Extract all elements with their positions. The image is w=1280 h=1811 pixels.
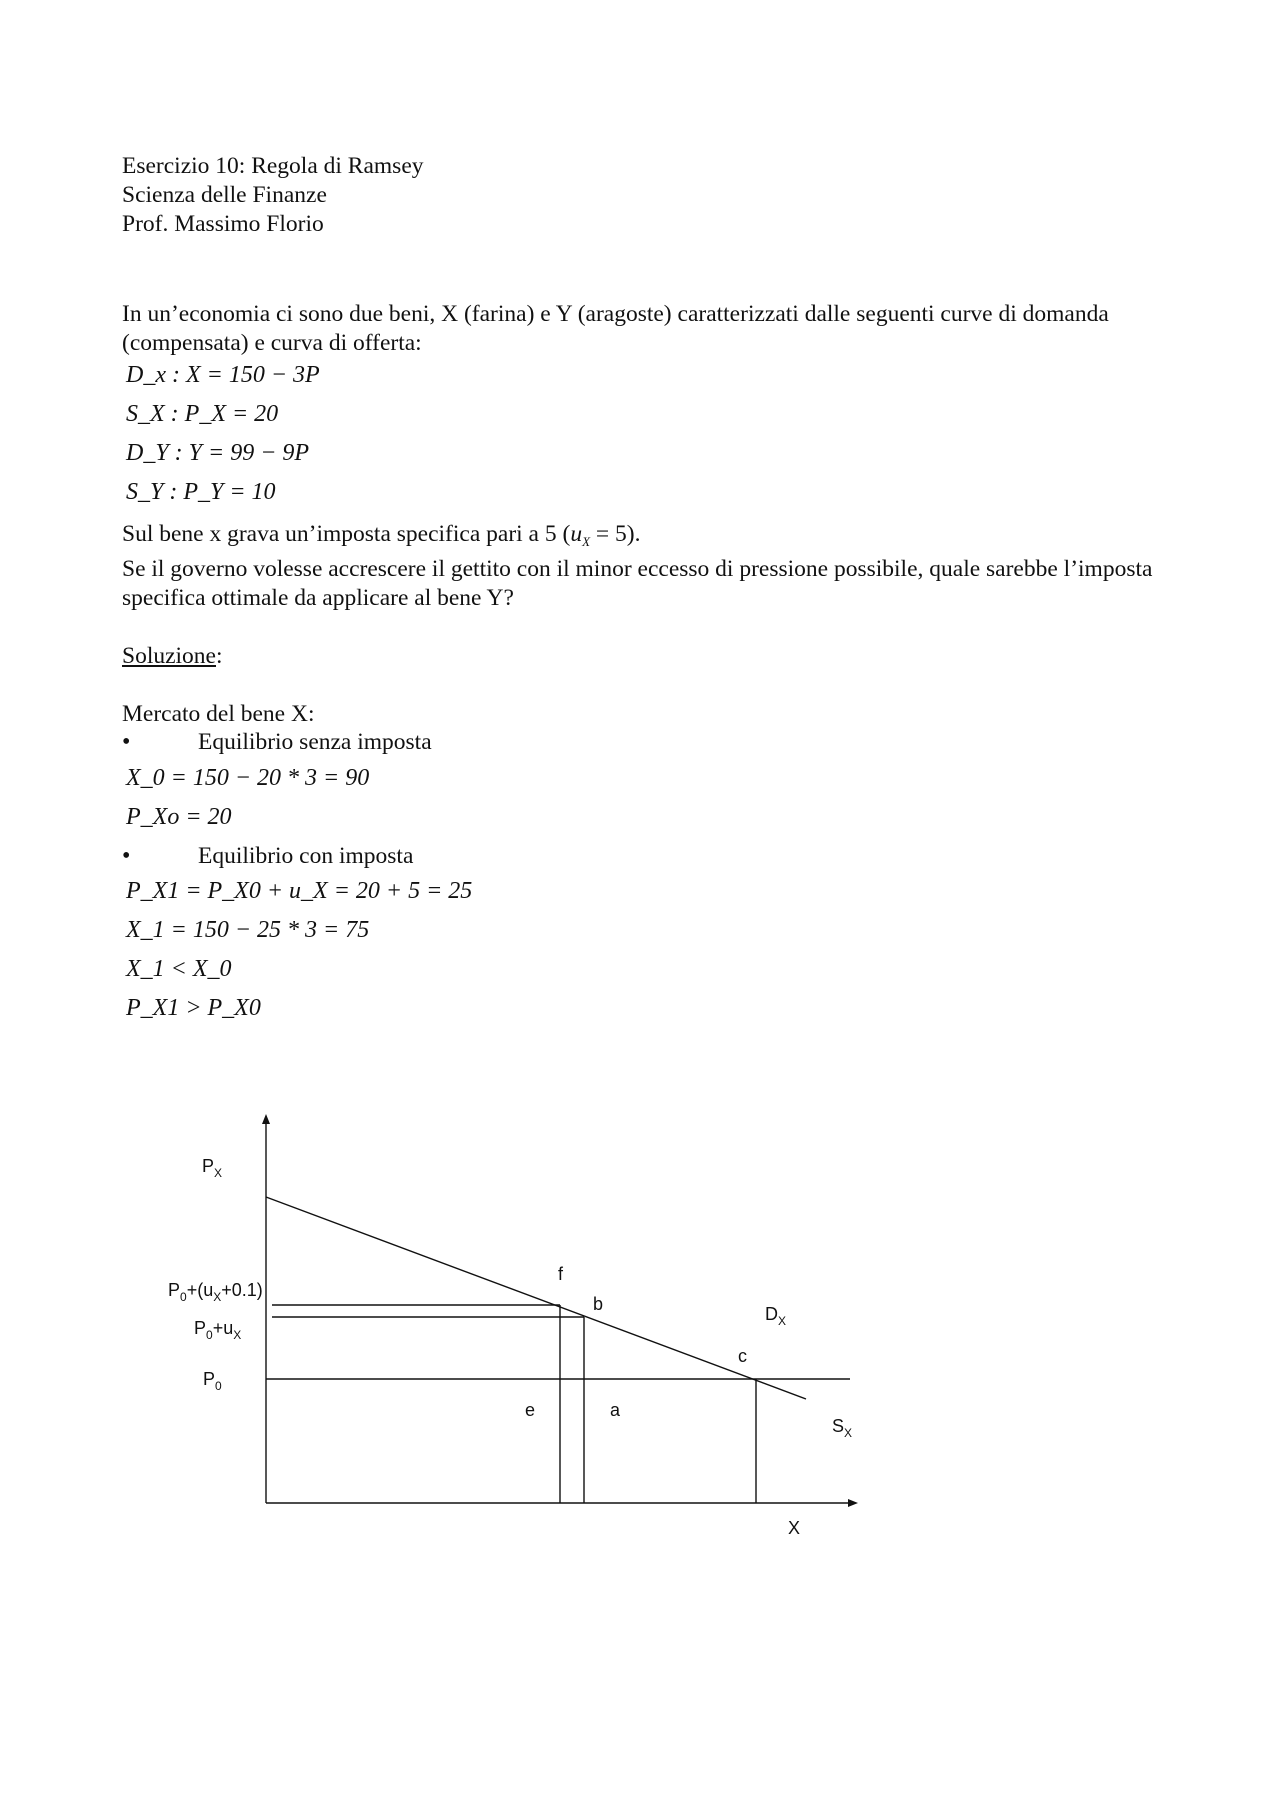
item-no-tax: Equilibrio senza imposta [198, 729, 432, 755]
equation-px0: P_Xo = 20 [126, 804, 232, 830]
tax-statement: Sul bene x grava un’imposta specifica pari a 5 $(u_X = 5)$. [122, 521, 641, 549]
supply-label: $S_X$ [832, 1416, 853, 1440]
label-p0-tax-plus: $P_0+(u_X+0.1)$ [168, 1280, 263, 1304]
equation-supply-x: S_X : P_X = 20 [126, 401, 279, 427]
professor-name: Prof. Massimo Florio [122, 211, 324, 237]
equation-supply-y: S_Y : P_Y = 10 [126, 479, 276, 505]
demand-label: $D_X$ [765, 1304, 787, 1328]
equation-demand-x: D_x : X = 150 − 3P [126, 362, 320, 388]
problem-question: Se il governo volesse accrescere il gettito con il minor eccesso di pressione possibile, quale sarebbe l’imposta specifica ottimale da applicare al bene Y? [122, 556, 1153, 611]
point-b-label: b [593, 1294, 604, 1314]
y-axis-arrow-icon [262, 1114, 270, 1124]
x-axis-arrow-icon [848, 1499, 858, 1507]
bullet-icon: • [122, 843, 131, 869]
exercise-title: Esercizio 10: Regola di Ramsey [122, 153, 424, 179]
item-with-tax: Equilibrio con imposta [198, 843, 414, 869]
course-name: Scienza delle Finanze [122, 182, 327, 208]
area-a-label: a [610, 1400, 621, 1420]
solution-heading: Soluzione: [122, 643, 223, 669]
market-x-heading: Mercato del bene X: [122, 701, 315, 727]
y-axis-label: $P_X$ [202, 1156, 223, 1180]
problem-intro: In un’economia ci sono due beni, X (farina) e Y (aragoste) caratterizzati dalle seguenti curve di domanda (compensata) e curva di offerta: [122, 301, 1109, 356]
demand-curve [266, 1197, 806, 1399]
label-p0-tax: $P_0+u_X$ [194, 1318, 242, 1342]
equation-px1: P_X1 = P_X0 + u_X = 20 + 5 = 25 [126, 878, 473, 904]
bullet-icon: • [122, 729, 131, 755]
area-e-label: e [525, 1400, 536, 1420]
equation-demand-y: D_Y : Y = 99 − 9P [126, 440, 310, 466]
equation-x1: X_1 = 150 − 25 * 3 = 75 [126, 917, 370, 943]
point-f-label: f [558, 1264, 564, 1284]
equation-x0: X_0 = 150 − 20 * 3 = 90 [126, 765, 370, 791]
x-axis-label: X [788, 1518, 801, 1538]
comparison-price: P_X1 > P_X0 [126, 995, 261, 1021]
label-p0: $P_0$ [203, 1369, 222, 1393]
point-c-label: c [738, 1346, 747, 1366]
comparison-quantity: X_1 < X_0 [126, 956, 232, 982]
